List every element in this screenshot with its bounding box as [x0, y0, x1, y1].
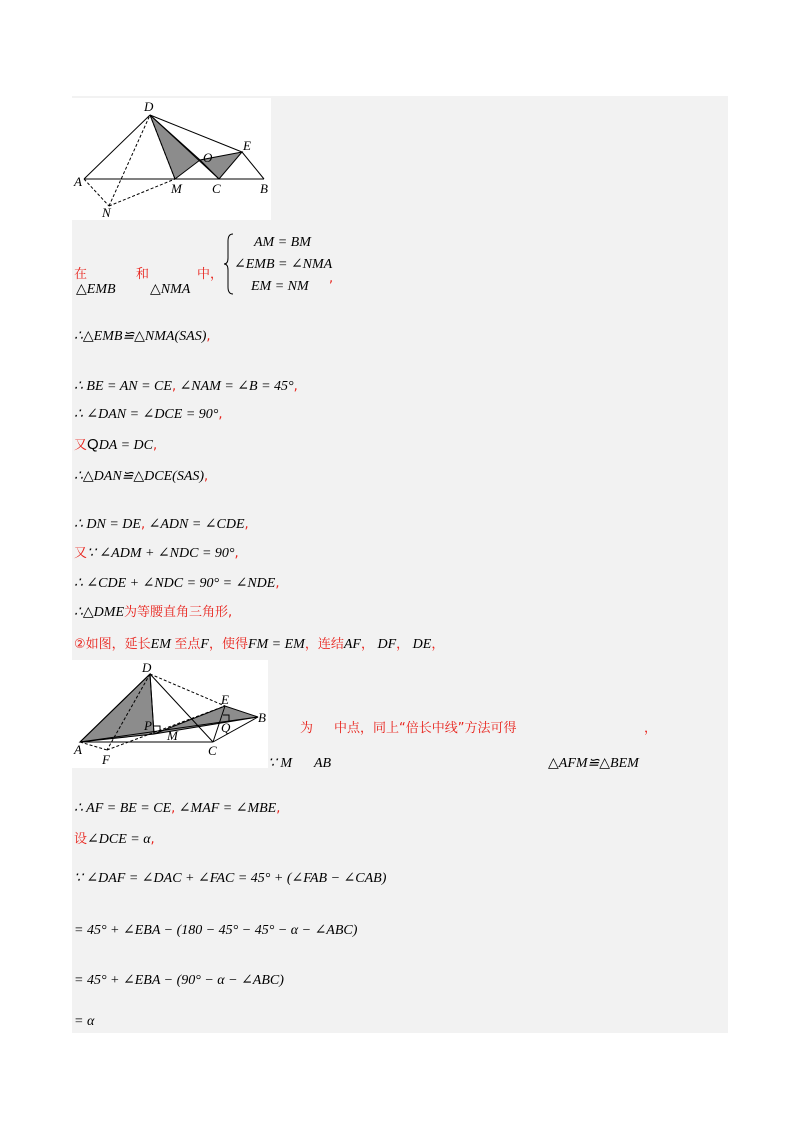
label-b: B [260, 181, 268, 196]
system-eq-2: ∠EMB = ∠NMA [234, 257, 333, 272]
label-c: C [208, 743, 217, 758]
figure-2-svg [72, 660, 268, 768]
label-d: D [144, 99, 154, 114]
label-p: P [144, 718, 152, 733]
brace [224, 233, 234, 295]
congruence-afm-bem: △AFM≌△BEM [548, 756, 639, 771]
proof-line-1: ∴△EMB≌△NMA(SAS), [74, 329, 211, 344]
proof2-line-4: = 45° + ∠EBA − (180 − 45° − 45° − α − ∠ABC) [74, 923, 358, 938]
label-n: N [102, 205, 111, 220]
text-comma: ， [644, 721, 658, 736]
figure-1 [72, 98, 271, 220]
triangle-emb-label: △EMB [76, 282, 116, 297]
label-f: F [102, 752, 110, 767]
label-m: M [171, 181, 182, 196]
proof-line-6: ∴ DN = DE, ∠ADN = ∠CDE, [74, 517, 249, 532]
text-zhong: 中， [197, 267, 224, 282]
because-m: ∵ M [268, 756, 293, 771]
label-c: C [212, 181, 221, 196]
proof-line-5: ∴△DAN≌△DCE(SAS), [74, 469, 209, 484]
system-eq-3: EM = NM [251, 279, 309, 294]
segment-ab: AB [314, 756, 332, 771]
triangle-nma-label: △NMA [150, 282, 191, 297]
proof2-line-1: ∴ AF = BE = CE, ∠MAF = ∠MBE, [74, 801, 281, 816]
label-e: E [243, 138, 251, 153]
text-zai: 在 [74, 267, 88, 282]
label-e: E [221, 692, 229, 707]
text-midpoint: 中点，同上“倍长中线”方法可得 [334, 721, 517, 736]
label-o: O [203, 150, 213, 165]
proof-line-4: 又QDA = DC, [74, 436, 158, 453]
proof2-line-6: = α [74, 1014, 95, 1029]
label-a: A [74, 174, 82, 189]
system-comma: , [329, 271, 334, 286]
label-q: Q [221, 720, 231, 735]
proof-line-3: ∴ ∠DAN = ∠DCE = 90°, [74, 407, 223, 422]
label-b: B [258, 710, 266, 725]
label-d: D [142, 660, 152, 675]
label-a: A [74, 742, 82, 757]
label-m: M [167, 728, 178, 743]
proof2-line-5: = 45° + ∠EBA − (90° − α − ∠ABC) [74, 973, 284, 988]
proof2-line-3: ∵ ∠DAF = ∠DAC + ∠FAC = 45° + (∠FAB − ∠CAB) [74, 871, 387, 886]
proof-line-7: 又∵ ∠ADM + ∠NDC = 90°, [74, 546, 239, 561]
figure-1-svg [72, 98, 271, 220]
proof-line-10: ②如图，延长EM 至点F，使得FM = EM，连结AF， DF， DE， [74, 637, 445, 652]
proof-line-2: ∴ BE = AN = CE, ∠NAM = ∠B = 45°, [74, 379, 298, 394]
figure-2 [72, 660, 268, 768]
proof-line-9: ∴△DME为等腰直角三角形, [74, 605, 233, 620]
text-he: 和 [136, 267, 150, 282]
system-eq-1: AM = BM [254, 235, 311, 250]
text-wei: 为 [300, 721, 314, 736]
proof2-line-2: 设∠DCE = α, [74, 832, 155, 847]
proof-line-8: ∴ ∠CDE + ∠NDC = 90° = ∠NDE, [74, 576, 280, 591]
content-panel [72, 96, 728, 1033]
